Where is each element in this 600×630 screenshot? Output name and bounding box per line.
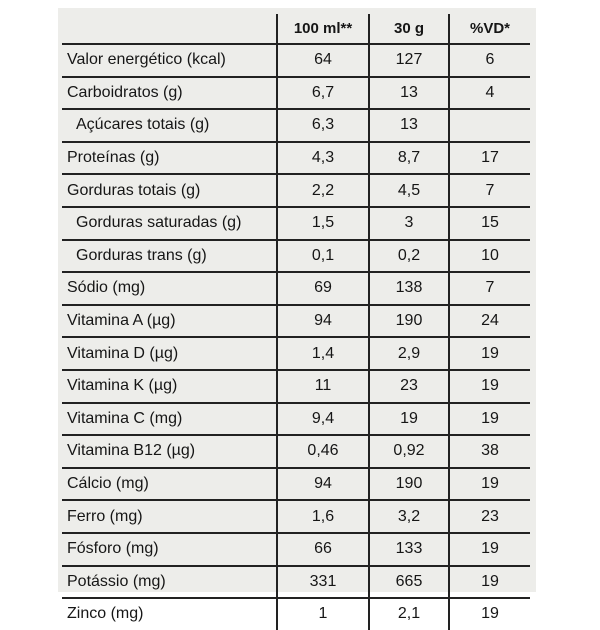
value-per-30g: 13 (369, 109, 449, 142)
value-per-30g: 19 (369, 403, 449, 436)
value-per-100ml: 94 (277, 305, 369, 338)
value-per-30g: 0,2 (369, 240, 449, 273)
value-per-30g: 190 (369, 305, 449, 338)
value-daily-percent: 6 (449, 44, 530, 77)
value-per-30g: 0,92 (369, 435, 449, 468)
value-daily-percent: 19 (449, 468, 530, 501)
nutrient-name: Sódio (mg) (62, 272, 277, 305)
nutrient-name: Potássio (mg) (62, 566, 277, 599)
value-per-100ml: 11 (277, 370, 369, 403)
table-row (62, 598, 530, 630)
value-per-100ml: 331 (277, 566, 369, 599)
value-per-100ml: 9,4 (277, 403, 369, 436)
value-daily-percent: 4 (449, 77, 530, 110)
table-row (62, 500, 530, 533)
value-per-100ml: 64 (277, 44, 369, 77)
nutrient-name: Valor energético (kcal) (62, 44, 277, 77)
nutrient-rows (62, 44, 530, 630)
value-per-100ml: 69 (277, 272, 369, 305)
value-daily-percent: 10 (449, 240, 530, 273)
value-per-100ml: 1,4 (277, 337, 369, 370)
value-per-100ml: 94 (277, 468, 369, 501)
value-daily-percent: 15 (449, 207, 530, 240)
value-daily-percent: 17 (449, 142, 530, 175)
table-row (62, 240, 530, 273)
value-per-100ml: 1,5 (277, 207, 369, 240)
nutrient-name: Zinco (mg) (67, 605, 144, 623)
value-daily-percent: 19 (449, 403, 530, 436)
value-daily-percent: 7 (449, 174, 530, 207)
table-row (62, 435, 530, 468)
value-per-30g: 138 (369, 272, 449, 305)
nutrient-name: Ferro (mg) (62, 500, 277, 533)
value-daily-percent: 7 (449, 272, 530, 305)
table-row (62, 174, 530, 207)
value-daily-percent: 24 (449, 305, 530, 338)
nutrient-name: Gorduras saturadas (g) (62, 207, 277, 240)
table-row (62, 533, 530, 566)
nutrient-name: Carboidratos (g) (62, 77, 277, 110)
value-per-100ml: 6,7 (277, 77, 369, 110)
value-per-30g: 665 (369, 566, 449, 599)
value-per-30g: 8,7 (369, 142, 449, 175)
nutrient-name: Proteínas (g) (62, 142, 277, 175)
value-per-100ml: 4,3 (277, 142, 369, 175)
value-daily-percent: 19 (449, 566, 530, 599)
table-row (62, 272, 530, 305)
value-per-30g: 133 (369, 533, 449, 566)
table-row (62, 44, 530, 77)
value-per-100ml: 0,46 (277, 435, 369, 468)
table-row (62, 468, 530, 501)
value-per-100ml: 6,3 (277, 109, 369, 142)
value-per-100ml: 2,2 (277, 174, 369, 207)
nutrient-name: Açúcares totais (g) (62, 109, 277, 142)
value-daily-percent: 23 (449, 500, 530, 533)
header-daily-value: %VD* (449, 14, 530, 44)
value-per-30g: 3 (369, 207, 449, 240)
nutrient-name: Cálcio (mg) (62, 468, 277, 501)
nutrient-name: Vitamina B12 (µg) (62, 435, 277, 468)
value-per-30g: 2,1 (369, 598, 449, 630)
header-per-100ml: 100 ml** (277, 14, 369, 44)
value-per-30g: 13 (369, 77, 449, 110)
value-daily-percent: 19 (449, 337, 530, 370)
nutrition-facts-table (62, 14, 530, 630)
table-row (62, 566, 530, 599)
value-per-30g: 2,9 (369, 337, 449, 370)
value-per-100ml: 1 (277, 598, 369, 630)
value-per-30g: 3,2 (369, 500, 449, 533)
table-header-row (62, 14, 530, 44)
nutrient-name: Vitamina D (µg) (62, 337, 277, 370)
value-per-30g: 4,5 (369, 174, 449, 207)
value-daily-percent: 19 (449, 370, 530, 403)
value-daily-percent (449, 109, 530, 142)
nutrient-name: Gorduras totais (g) (62, 174, 277, 207)
table-row (62, 403, 530, 436)
header-blank-cell (62, 14, 277, 44)
value-per-30g: 127 (369, 44, 449, 77)
value-per-30g: 23 (369, 370, 449, 403)
table-row (62, 305, 530, 338)
nutrient-name: Vitamina A (µg) (62, 305, 277, 338)
value-daily-percent: 19 (449, 533, 530, 566)
table-row (62, 370, 530, 403)
table-row (62, 207, 530, 240)
value-per-100ml: 1,6 (277, 500, 369, 533)
value-daily-percent: 19 (449, 598, 530, 630)
nutrient-name: Gorduras trans (g) (62, 240, 277, 273)
header-per-30g: 30 g (369, 14, 449, 44)
nutrient-name: Fósforo (mg) (62, 533, 277, 566)
table-row (62, 109, 530, 142)
value-per-30g: 190 (369, 468, 449, 501)
value-per-100ml: 0,1 (277, 240, 369, 273)
nutrient-name: Vitamina C (mg) (62, 403, 277, 436)
table-row (62, 337, 530, 370)
value-per-100ml: 66 (277, 533, 369, 566)
value-daily-percent: 38 (449, 435, 530, 468)
nutrient-name: Vitamina K (µg) (62, 370, 277, 403)
table-row (62, 142, 530, 175)
table-row (62, 77, 530, 110)
